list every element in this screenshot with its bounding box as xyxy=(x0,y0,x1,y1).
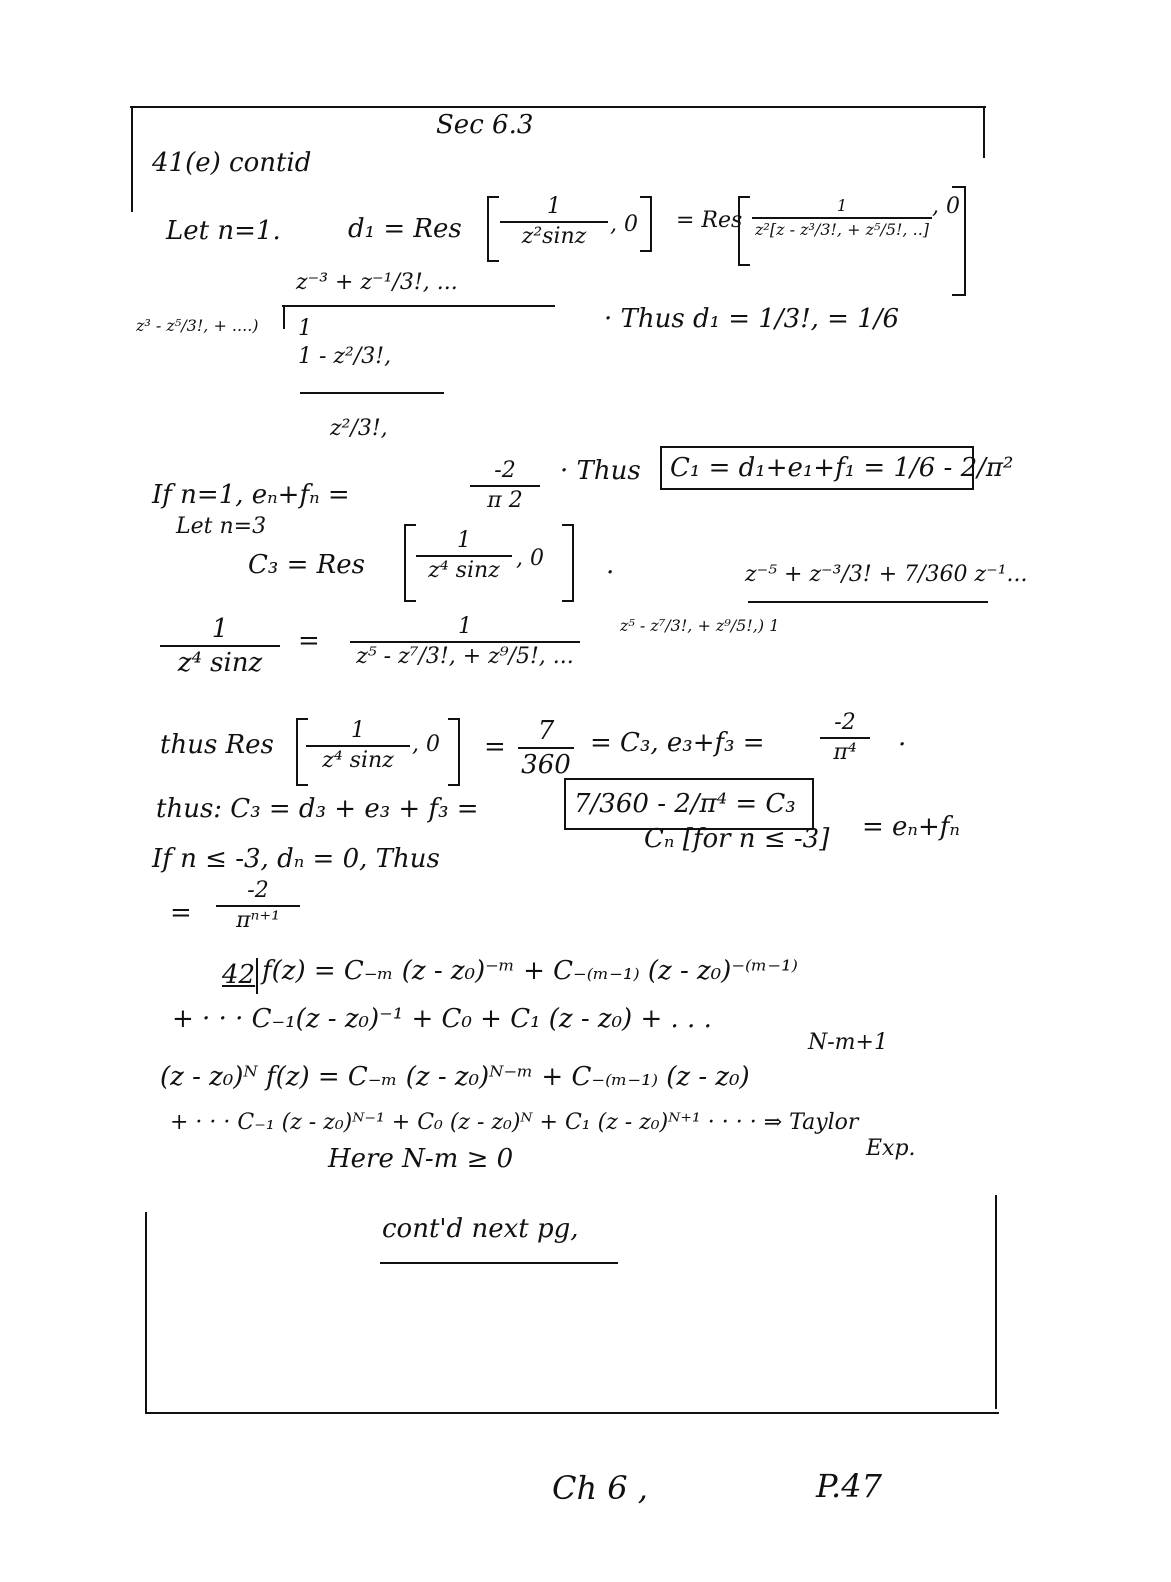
res3-dot: . xyxy=(898,722,907,752)
c3-boxed-result xyxy=(564,778,814,830)
general-eq: = eₙ+fₙ xyxy=(862,812,960,842)
res2-bar xyxy=(752,217,932,219)
frame-right-line-top xyxy=(983,106,985,158)
general-line2-eq: = xyxy=(170,898,192,928)
section-title: Sec 6.3 xyxy=(436,110,534,140)
frame-right-line-bottom xyxy=(995,1195,997,1409)
c3-res-fraction xyxy=(416,530,512,582)
rhs-bar xyxy=(350,641,580,643)
rhs-num: 1 xyxy=(458,614,472,639)
res3-value xyxy=(518,718,574,778)
res1-point: , 0 xyxy=(610,212,638,237)
div1-line1: 1 xyxy=(298,316,312,341)
c3-res-bar xyxy=(416,555,512,557)
lhs-num: 1 xyxy=(211,614,229,644)
div2-top-bar xyxy=(748,601,988,603)
res1-left-bracket xyxy=(487,196,499,262)
res3-val-bar xyxy=(518,747,574,749)
general-frac-den: πⁿ⁺¹ xyxy=(236,908,280,933)
frame-top-line xyxy=(130,106,986,108)
res3-inner-point: , 0 xyxy=(412,732,440,757)
res2-fraction xyxy=(752,198,932,238)
lhs-fraction xyxy=(160,616,280,676)
eq-res-label: = Res xyxy=(676,208,743,233)
div2-divisor: z⁵ - z⁷/3!, + z⁹/5!,) 1 xyxy=(620,616,780,635)
p42-line4: + · · · C₋₁ (z - z₀)ᴺ⁻¹ + C₀ (z - z₀)ᴺ + C₁ (z - z₀)ᴺ⁺¹ · · · · ⇒ Taylor xyxy=(170,1110,859,1135)
div1-divisor: z³ - z⁵/3!, + ....) xyxy=(136,316,259,335)
res1-right-bracket xyxy=(640,196,652,252)
en1-fraction xyxy=(470,460,540,512)
contd-underline xyxy=(380,1262,618,1264)
res3-inner-num: 1 xyxy=(351,718,365,743)
let-n1: Let n=1. xyxy=(166,216,281,246)
p42-line3: (z - z₀)ᴺ f(z) = C₋ₘ (z - z₀)ᴺ⁻ᵐ + C₋₍ₘ₋₁₎ (z - z₀) xyxy=(160,1062,750,1092)
res2-right-bracket xyxy=(952,186,966,296)
res2-numerator: 1 xyxy=(836,196,848,215)
res3-thus: thus Res xyxy=(160,730,274,760)
res1-numerator: 1 xyxy=(547,194,561,219)
res3-inner-den: z⁴ sinz xyxy=(322,748,394,773)
general-if: If n ≤ -3, dₙ = 0, Thus xyxy=(152,844,440,874)
div1-top-bar xyxy=(282,305,555,307)
frame-left-line-bottom xyxy=(145,1212,147,1414)
general-frac-bar xyxy=(216,905,300,907)
e3f3-bar xyxy=(820,737,870,739)
rhs-den: z⁵ - z⁷/3!, + z⁹/5!, ... xyxy=(356,644,574,669)
res2-denominator: z²[z - z³/3!, + z⁵/5!, ..] xyxy=(754,220,930,239)
p42-line1: f(z) = C₋ₘ (z - z₀)⁻ᵐ + C₋₍ₘ₋₁₎ (z - z₀)⁻⁽ᵐ⁻¹⁾ xyxy=(262,956,798,986)
frame-left-line-top xyxy=(131,106,133,212)
res1-bar xyxy=(500,221,608,223)
res1-denominator: z²sinz xyxy=(521,224,587,249)
res2-point: , 0 xyxy=(932,194,960,219)
e3f3-den: π⁴ xyxy=(833,740,857,765)
res3-val-den: 360 xyxy=(521,750,571,780)
let-n3: Let n=3 xyxy=(176,514,267,539)
div1-sub-bar xyxy=(300,392,444,394)
div1-thus: · Thus d₁ = 1/3!, = 1/6 xyxy=(604,304,900,334)
c1-boxed-text: C₁ = d₁+e₁+f₁ = 1/6 - 2/π² xyxy=(670,453,1014,483)
res3-inner-fraction xyxy=(306,720,410,772)
lhs-eq: = xyxy=(298,626,320,656)
chapter-label: Ch 6 , xyxy=(552,1469,648,1507)
en1-thus: · Thus xyxy=(560,456,641,486)
en1-if: If n=1, eₙ+fₙ = xyxy=(152,480,350,510)
lhs-bar xyxy=(160,645,280,647)
p42-here: Here N-m ≥ 0 xyxy=(328,1144,514,1174)
p42-label-divider xyxy=(256,958,258,994)
lhs-den: z⁴ sinz xyxy=(177,648,263,678)
div2-quotient: z⁻⁵ + z⁻³/3! + 7/360 z⁻¹... xyxy=(745,562,1028,587)
res1-fraction xyxy=(500,196,608,248)
p42-exp: Exp. xyxy=(866,1136,916,1161)
rhs-fraction xyxy=(350,616,580,668)
p42-label: 42 xyxy=(222,960,256,990)
general-fraction xyxy=(216,880,300,932)
c3-line-thus: thus: C₃ = d₃ + e₃ + f₃ = xyxy=(156,794,479,824)
d1-res-label: d₁ = Res xyxy=(348,214,462,244)
frame-bottom-line xyxy=(145,1412,999,1414)
res2-left-bracket xyxy=(738,196,750,266)
e3f3-fraction xyxy=(820,712,870,764)
c3-res-label: C₃ = Res xyxy=(248,550,365,580)
res3-val-num: 7 xyxy=(537,716,555,746)
res3-inner-bar xyxy=(306,745,410,747)
c3-boxed-text: 7/360 - 2/π⁴ = C₃ xyxy=(574,789,796,819)
res3-right-bracket xyxy=(448,718,460,786)
contd-next-page: cont'd next pg, xyxy=(382,1214,579,1244)
problem-label: 41(e) contid xyxy=(152,148,312,178)
c1-boxed-result xyxy=(660,446,1014,490)
en1-frac-bar xyxy=(470,485,540,487)
div1-left-bar xyxy=(283,305,285,329)
c3-res-num: 1 xyxy=(457,528,471,553)
en1-frac-den: π 2 xyxy=(487,488,523,513)
res3-eq: = xyxy=(484,732,506,762)
e3f3-num: -2 xyxy=(834,710,856,735)
page-number: P.47 xyxy=(816,1467,882,1505)
general-cn: Cₙ [for n ≤ -3] xyxy=(644,824,830,854)
en1-frac-num: -2 xyxy=(494,458,516,483)
p42-sup3: N-m+1 xyxy=(808,1030,888,1055)
c3-left-bracket xyxy=(404,524,416,602)
div1-line2: 1 - z²/3!, xyxy=(298,344,392,369)
div1-quotient: z⁻³ + z⁻¹/3!, ... xyxy=(296,270,458,295)
c3-res-point: , 0 xyxy=(516,546,544,571)
res3-rest: = C₃, e₃+f₃ = xyxy=(590,728,765,758)
div1-line3: z²/3!, xyxy=(330,416,388,441)
p42-line2: + · · · C₋₁(z - z₀)⁻¹ + C₀ + C₁ (z - z₀) + . . . xyxy=(172,1004,712,1034)
c3-res-den: z⁴ sinz xyxy=(428,558,500,583)
c3-dot: . xyxy=(606,550,615,580)
c3-right-bracket xyxy=(562,524,574,602)
general-frac-num: -2 xyxy=(247,878,269,903)
